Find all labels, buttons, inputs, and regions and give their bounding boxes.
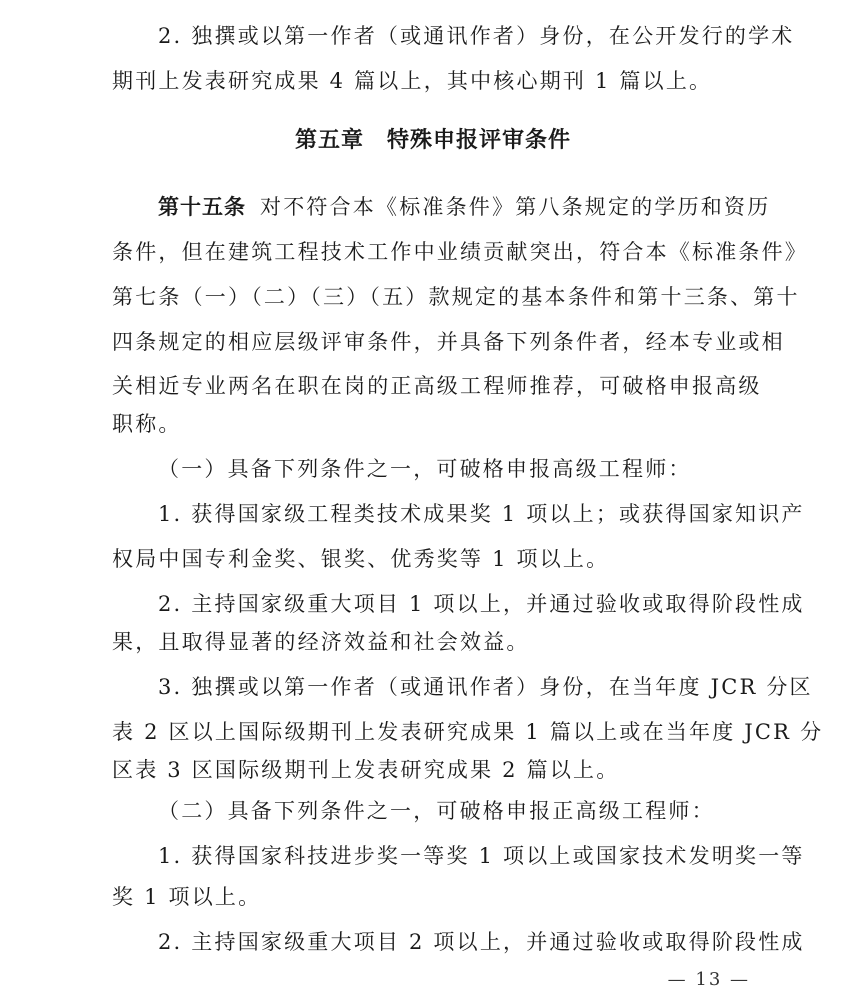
article-text: 对不符合本《标准条件》第八条规定的学历和资历 <box>260 195 771 219</box>
article-label: 第十五条 <box>158 195 246 219</box>
list-item-line: 2. 主持国家级重大项目 2 项以上，并通过验收或取得阶段性成 <box>158 930 805 954</box>
list-item-line: 权局中国专利金奖、银奖、优秀奖等 1 项以上。 <box>112 547 610 571</box>
section-heading: （二）具备下列条件之一，可破格申报正高级工程师： <box>158 799 715 823</box>
paragraph-line: 条件，但在建筑工程技术工作中业绩贡献突出，符合本《标准条件》 <box>112 240 808 264</box>
list-item-line: 奖 1 项以上。 <box>112 885 262 909</box>
chapter-heading: 第五章 特殊申报评审条件 <box>294 128 571 153</box>
paragraph-line: 关相近专业两名在职在岗的正高级工程师推荐，可破格申报高级 <box>112 374 762 398</box>
paragraph-line: 四条规定的相应层级评审条件，并具备下列条件者，经本专业或相 <box>112 330 785 354</box>
paragraph-line: 职称。 <box>112 412 182 436</box>
list-item-line: 果，且取得显著的经济效益和社会效益。 <box>112 630 530 654</box>
list-item-line: 表 2 区以上国际级期刊上发表研究成果 1 篇以上或在当年度 JCR 分 <box>112 720 824 744</box>
paragraph-line: 第七条（一）（二）（三）（五）款规定的基本条件和第十三条、第十 <box>112 285 800 309</box>
section-heading: （一）具备下列条件之一，可破格申报高级工程师： <box>158 457 692 481</box>
list-item-line: 1. 获得国家科技进步奖一等奖 1 项以上或国家技术发明奖一等 <box>158 844 805 868</box>
page-number: — 13 — <box>667 969 750 990</box>
article-15-first-line <box>158 193 771 221</box>
paragraph-line: 期刊上发表研究成果 4 篇以上，其中核心期刊 1 篇以上。 <box>112 69 713 93</box>
paragraph-line: 2. 独撰或以第一作者（或通讯作者）身份，在公开发行的学术 <box>158 24 795 48</box>
list-item-line: 1. 获得国家级工程类技术成果奖 1 项以上；或获得国家知识产 <box>158 502 805 526</box>
list-item-line: 区表 3 区国际级期刊上发表研究成果 2 篇以上。 <box>112 758 620 782</box>
list-item-line: 2. 主持国家级重大项目 1 项以上，并通过验收或取得阶段性成 <box>158 592 805 616</box>
list-item-line: 3. 独撰或以第一作者（或通讯作者）身份，在当年度 JCR 分区 <box>158 675 813 699</box>
